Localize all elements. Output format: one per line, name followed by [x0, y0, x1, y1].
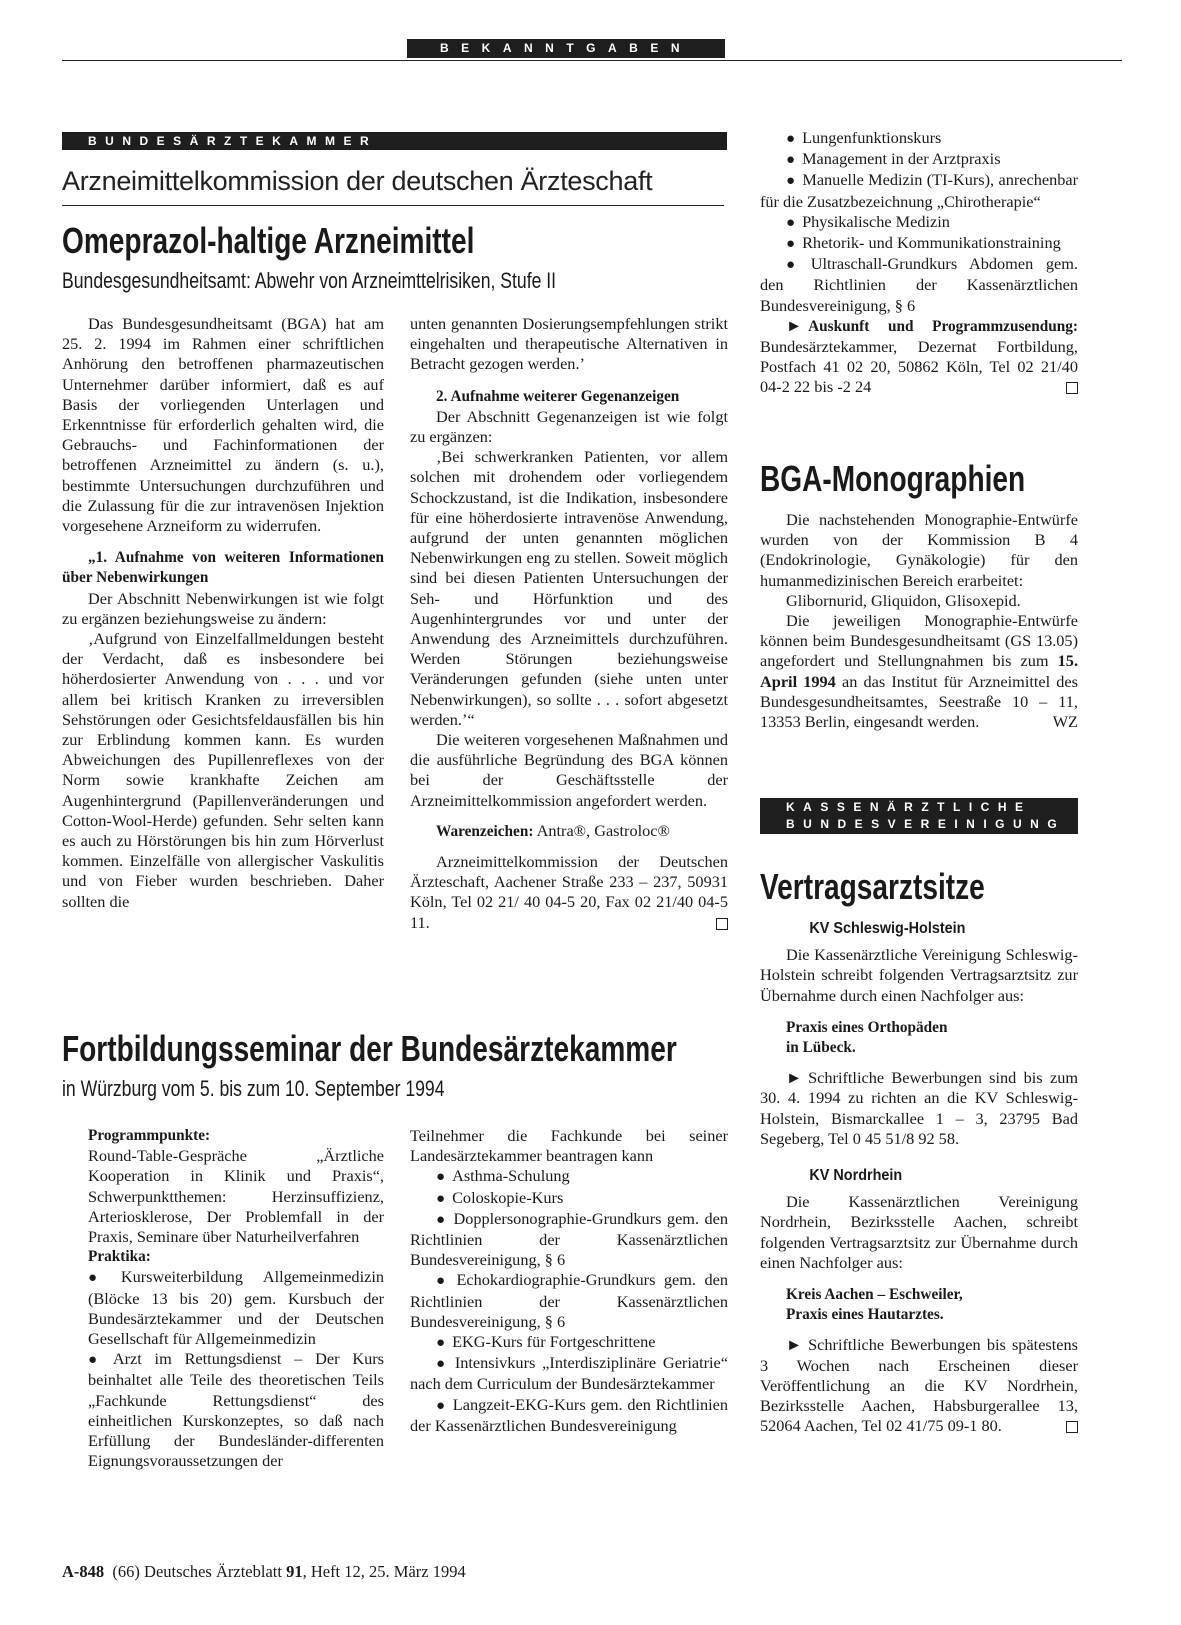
bullet-icon: ●: [436, 1190, 446, 1207]
bullet-icon: ●: [786, 214, 796, 231]
omeprazol-column-2: unten genannten Dosierungsempfehlungen strikt eingehalten und therapeutische Alternativen in Betracht gezogen werden.’ 2. Aufnahme weiterer Gegenanzeigen Der Abschnitt Gegenanzeigen ist wie folgt zu ergänzen: ‚Bei schwerkranken Patienten, vor allem solchen mit drohendem oder vorliegendem Schockzustand, ist die Indikation, insbesondere für eine höherdosierte intravenöse Anwendung, aufgrund der unten genannten möglichen Nebenwirkungen eng zu stellen. Soweit möglich sind bei diesen Patienten Untersuchungen der Seh- und Hörfunktion und des Augenhintergrundes vor und unter der Anwendung des Arzneimittels durchzuführen. Werden Störungen beziehungsweise Veränderungen gefunden (siehe unten unter Nebenwirkungen), so sollte . . . sofort abgesetzt werden.’“ Die weiteren vorgesehenen Maßnahmen und die ausführliche Begründung des BGA können bei der Geschäftsstelle der Arzneimittelkommission angefordert werden. Warenzeichen: Antra®, Gastroloc® Arzneimittelkommission der Deutschen Ärzteschaft, Aachener Straße 233 – 237, 50931 Köln, Tel 02 21/ 40 04-5 20, Fax 02 21/40 04-5 11.: [410, 314, 728, 932]
bullet-icon: ●: [436, 1397, 446, 1414]
end-mark: [716, 918, 728, 930]
bullet-icon: ●: [436, 1356, 448, 1373]
kicker-rule: [62, 205, 724, 206]
article-kicker: Arzneimittelkommission der deutschen Ärzteschaft: [62, 166, 653, 196]
bullet-icon: ●: [786, 152, 796, 169]
bullet-icon: ●: [786, 173, 796, 190]
bullet-icon: ●: [436, 1169, 446, 1186]
bullet-icon: ●: [436, 1335, 446, 1352]
arrow-icon: ►: [786, 1068, 803, 1088]
bullet-icon: ●: [436, 1211, 447, 1228]
page-footer: A-848 (66) Deutsches Ärzteblatt 91, Heft 12, 25. März 1994: [62, 1562, 466, 1581]
headline-bga-monographien: BGA-Monographien: [760, 458, 1026, 499]
bullet-icon: ●: [786, 236, 796, 253]
subheadline-omeprazol: Bundesgesundheitsamt: Abwehr von Arzneimttelrisiken, Stufe II: [62, 268, 557, 293]
kv-schleswig-holstein-title: KV Schleswig-Holstein: [809, 920, 966, 937]
bullet-icon: ●: [88, 1270, 114, 1287]
headline-vertragsarztsitze: Vertragsarztsitze: [760, 866, 985, 907]
section-header-label: BEKANNTGABEN: [407, 39, 725, 58]
kv-nordrhein-title: KV Nordrhein: [809, 1167, 903, 1185]
end-mark: [1066, 1421, 1078, 1433]
bullet-icon: ●: [88, 1352, 106, 1369]
omeprazol-column-1: Das Bundesgesundheitsamt (BGA) hat am 25. 2. 1994 im Rahmen einer schriftlichen Anhörung den betroffenen pharmazeutischen Unternehmer darüber informiert, daß es auf Basis der vorliegenden Unterlagen und Erkenntnisse für erforderlich gehalten wird, die Gebrauchs- und Fachinformationen der betroffenen Arzneimittel zu ändern (s. u.), bestimmte Untersuchungen durchzuführen und die Zulassung für die zur intravenösen Injektion vorgesehene Arzneiform zu widerrufen. „1. Aufnahme von weiteren Informationen über Nebenwirkungen Der Abschnitt Nebenwirkungen ist wie folgt zu ergänzen beziehungsweise zu ändern: ‚Aufgrund von Einzelfallmeldungen besteht der Verdacht, daß es insbesondere bei höherdosierter Anwendung von . . . und vor allem bei kritisch Kranken zu irreversiblen Sehstörungen oder Gesichtsfeldausfällen bis hin zur Erblindung kommen kann. Es wurden Abweichungen des Pupillenreflexes von der Norm sowie krankhafte Zeichen am Augenhintergrund (Papillenveränderungen und Cotton-Wool-Herde) gefunden. Sehr selten kann es auch zu Hörstörungen bis hin zum Hörverlust kommen. Einzelfälle von allergischer Vaskulitis und von Fieber wurden beschrieben. Daher sollten die: [62, 314, 384, 911]
section-bar-bundesaerztekammer: BUNDESÄRZTEKAMMER: [62, 132, 727, 150]
kv-listings: KV Schleswig-Holstein Die Kassenärztliche Vereinigung Schleswig-Holstein schreibt folgenden Vertragsarztsitz zur Übernahme durch einen Nachfolger aus: Praxis eines Orthopäden in Lübeck. ► Schriftliche Bewerbungen sind bis zum 30. 4. 1994 zu richten an die KV Schleswig-Holstein, Bismarckallee 1 – 3, 23795 Bad Segeberg, Tel 0 45 51/8 92 58. KV Nordrhein Die Kassenärztlichen Vereinigung Nordrhein, Bezirksstelle Aachen, schreibt folgenden Vertragsarztsitz zur Übernahme durch einen Nachfolger aus: Kreis Aachen – Eschweiler, Praxis eines Hautarztes. ► Schriftliche Bewerbungen bis spätestens 3 Wochen nach Erscheinen dieser Veröffentlichung an die KV Nordrhein, Bezirksstelle Aachen, Habsburgerallee 13, 52064 Aachen, Tel 02 41/75 09-1 80.: [760, 920, 1078, 1436]
headline-fortbildungsseminar: Fortbildungsseminar der Bundesärztekammer: [62, 1028, 677, 1069]
end-mark: [1066, 382, 1078, 394]
header-rule: [62, 60, 1122, 61]
seminar-continued-column: ● Lungenfunktionskurs ● Management in der Arztpraxis ● Manuelle Medizin (TI-Kurs), anrechenbar für die Zusatzbezeichnung „Chirotherapie“ ● Physikalische Medizin ● Rhetorik- und Kommunikationstraining ● Ultraschall-Grundkurs Abdomen gem. den Richtlinien der Kassenärztlichen Bundesvereinigung, § 6 ► Auskunft und Programmzusendung: Bundesärztekammer, Dezernat Fortbildung, Postfach 41 02 20, 50862 Köln, Tel 02 21/40 04-2 22 bis -2 24: [760, 128, 1079, 397]
seminar-column-1: Programmpunkte: Round-Table-Gespräche „Ärztliche Kooperation in Klinik und Praxis“, Schwerpunktthemen: Herzinsuffizienz, Arteriosklerose, Der Problemfall in der Praxis, Seminare über Naturheilverfahren Praktika: ● Kursweiterbildung Allgemeinmedizin (Blöcke 13 bis 20) gem. Kursbuch der Bundesärztekammer und der Deutschen Gesellschaft für Allgemeinmedizin ● Arzt im Rettungsdienst – Der Kurs beinhaltet alle Teile des theoretischen Teils „Fachkunde Rettungsdienst“ des einheitlichen Kurskonzeptes, so daß nach Erfüllung der Bundesländer-differenten Eignungsvoraussetzungen der: [88, 1127, 385, 1471]
bullet-icon: ●: [786, 131, 796, 147]
seminar-column-2: Teilnehmer die Fachkunde bei seiner Landesärztekammer beantragen kann ● Asthma-Schulung ● Coloskopie-Kurs ● Dopplersonographie-Grundkurs gem. den Richtlinien der Kassenärztlichen Bundesvereinigung, § 6 ● Echokardiographie-Grundkurs gem. den Richtlinien der Kassenärztlichen Bundesvereinigung, § 6 ● EKG-Kurs für Fortgeschrittene ● Intensivkurs „Interdisziplinäre Geriatrie“ nach dem Curriculum der Bundesärztekammer ● Langzeit-EKG-Kurs gem. den Richtlinien der Kassenärztlichen Bundesvereinigung: [410, 1126, 729, 1435]
page-number: A-848: [62, 1562, 105, 1581]
arrow-icon: ►: [786, 1335, 803, 1355]
arrow-icon: ►: [786, 315, 803, 335]
headline-omeprazol: Omeprazol-haltige Arzneimittel: [62, 220, 475, 261]
section-bar-kbv: KASSENÄRZTLICHE BUNDESVEREINIGUNG: [760, 798, 1078, 834]
bullet-icon: ●: [786, 257, 804, 274]
bullet-icon: ●: [436, 1273, 450, 1290]
subheadline-seminar: in Würzburg vom 5. bis zum 10. September 1994: [62, 1076, 445, 1101]
bga-text: Die nachstehenden Monographie-Entwürfe wurden von der Kommission B 4 (Endokrinologie, Gynäkologie) für den humanmedizinischen Bereich erarbeitet: Glibornurid, Gliquidon, Glisoxepid. Die jeweiligen Monographie-Entwürfe können beim Bundesgesundheitsamt (GS 13.05) angefordert und Stellungnahmen bis zum 15. April 1994 an das Institut für Arzneimittel des Bundesgesundheitsamtes, Seestraße 10 – 11, 13353 Berlin, eingesandt werden. WZ: [760, 510, 1079, 732]
